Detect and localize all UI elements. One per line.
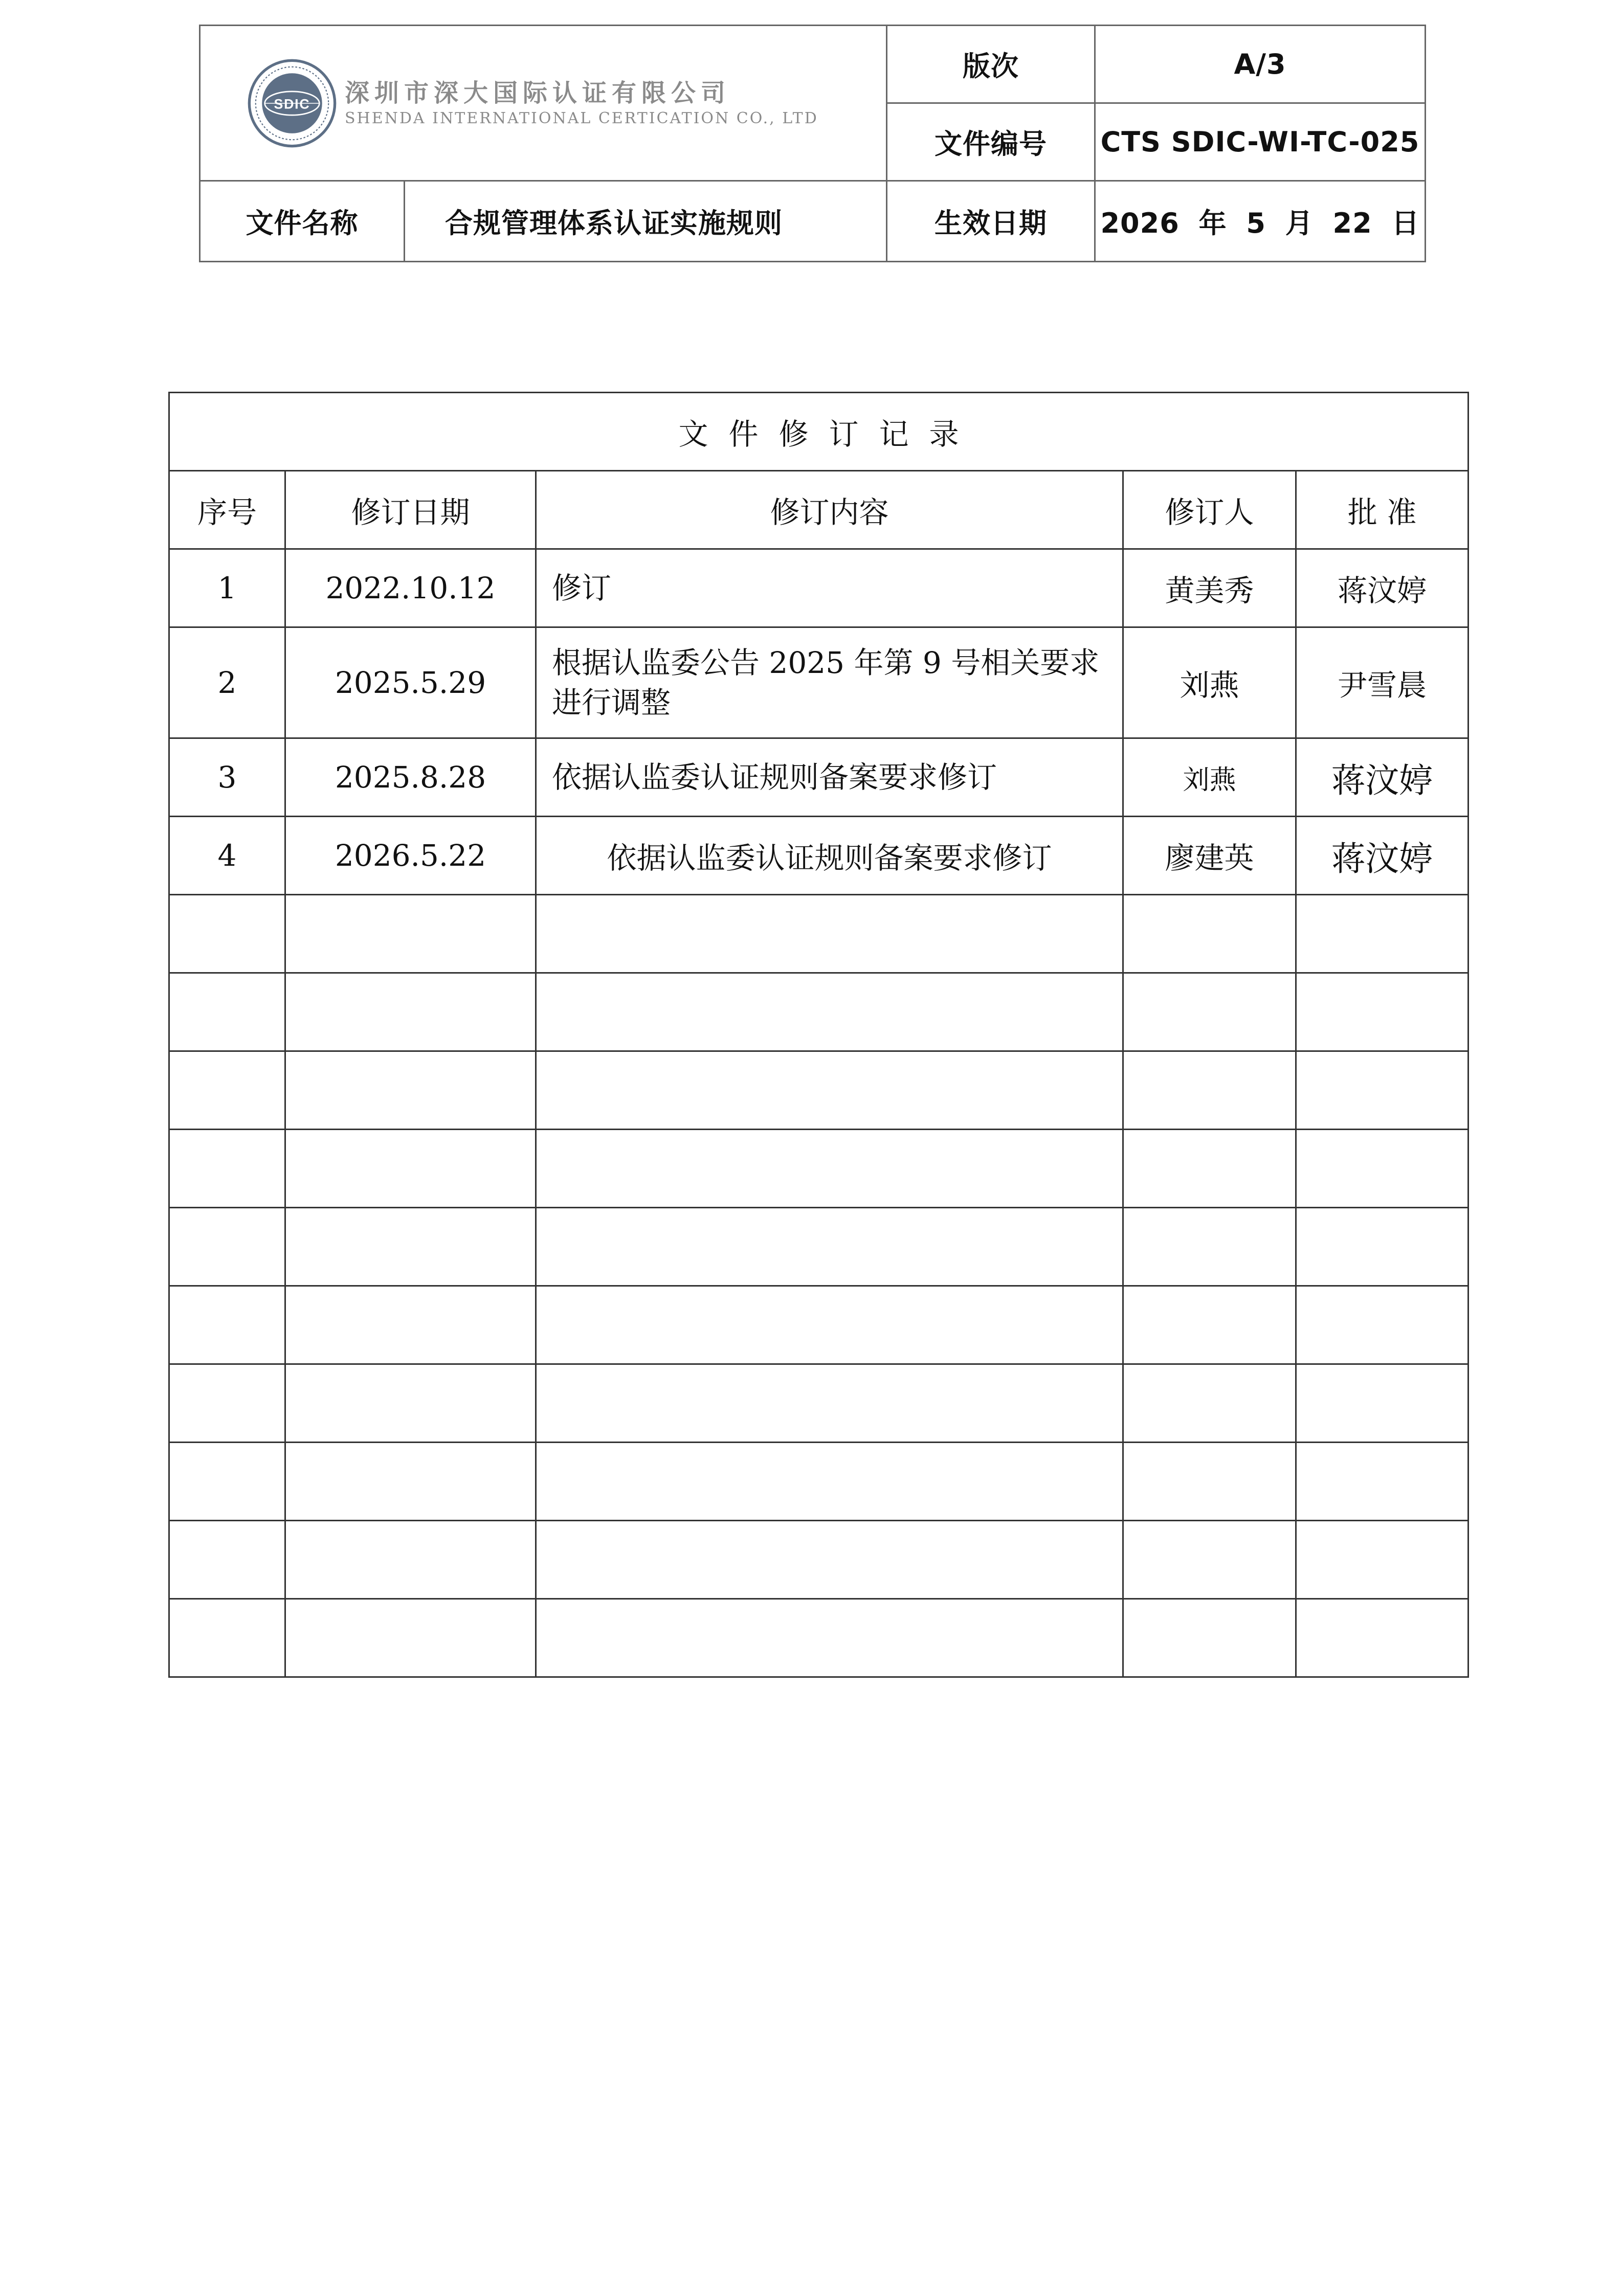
empty-cell bbox=[536, 1130, 1123, 1208]
row-no: 1 bbox=[169, 549, 285, 627]
col-header-date: 修订日期 bbox=[285, 471, 536, 549]
empty-cell bbox=[285, 1364, 536, 1443]
empty-cell bbox=[1123, 1521, 1296, 1599]
row-date: 2025.5.29 bbox=[285, 627, 536, 738]
col-header-content: 修订内容 bbox=[536, 471, 1123, 549]
row-no: 2 bbox=[169, 627, 285, 738]
table-row bbox=[169, 627, 1469, 738]
col-header-reviser: 修订人 bbox=[1123, 471, 1296, 549]
row-no: 3 bbox=[169, 738, 285, 817]
empty-cell bbox=[169, 1443, 285, 1521]
empty-cell bbox=[285, 1051, 536, 1130]
document-header bbox=[199, 25, 1426, 262]
empty-table-row bbox=[169, 1599, 1469, 1677]
version-value: A/3 bbox=[1095, 26, 1426, 103]
empty-table-row bbox=[169, 1443, 1469, 1521]
row-content: 根据认监委公告 2025 年第 9 号相关要求进行调整 bbox=[536, 627, 1123, 738]
table-row bbox=[169, 738, 1469, 817]
empty-cell bbox=[1123, 1051, 1296, 1130]
table-row bbox=[169, 817, 1469, 895]
empty-cell bbox=[285, 1599, 536, 1677]
empty-cell bbox=[169, 1051, 285, 1130]
empty-cell bbox=[1123, 1443, 1296, 1521]
doc-number-value: CTS SDIC-WI-TC-025 bbox=[1095, 103, 1426, 181]
empty-cell bbox=[169, 895, 285, 973]
row-content: 修订 bbox=[536, 549, 1123, 627]
empty-cell bbox=[285, 895, 536, 973]
doc-name-label: 文件名称 bbox=[200, 181, 405, 262]
empty-table-row bbox=[169, 973, 1469, 1051]
empty-cell bbox=[1296, 973, 1469, 1051]
version-label: 版次 bbox=[887, 26, 1095, 103]
empty-cell bbox=[169, 1130, 285, 1208]
empty-cell bbox=[1123, 1130, 1296, 1208]
company-name-cn: 深圳市深大国际认证有限公司 bbox=[345, 78, 731, 107]
empty-cell bbox=[1296, 1599, 1469, 1677]
empty-cell bbox=[1123, 973, 1296, 1051]
empty-cell bbox=[285, 973, 536, 1051]
row-approver: 尹雪晨 bbox=[1296, 627, 1469, 738]
revision-header-row bbox=[169, 471, 1469, 549]
company-logo bbox=[247, 58, 886, 149]
empty-table-row bbox=[169, 1208, 1469, 1286]
row-approver: 蒋汶婷 bbox=[1296, 549, 1469, 627]
row-approver: 蒋汶婷 bbox=[1296, 738, 1469, 817]
empty-cell bbox=[536, 973, 1123, 1051]
empty-cell bbox=[285, 1130, 536, 1208]
empty-cell bbox=[1123, 1286, 1296, 1364]
empty-cell bbox=[536, 1286, 1123, 1364]
col-header-no: 序号 bbox=[169, 471, 285, 549]
empty-table-row bbox=[169, 895, 1469, 973]
empty-cell bbox=[169, 973, 285, 1051]
empty-cell bbox=[1296, 1208, 1469, 1286]
company-logo-cell bbox=[200, 26, 887, 181]
row-approver: 蒋汶婷 bbox=[1296, 817, 1469, 895]
revision-record-title: 文件修订记录 bbox=[169, 393, 1469, 471]
row-reviser: 廖建英 bbox=[1123, 817, 1296, 895]
table-row bbox=[169, 549, 1469, 627]
row-reviser: 刘燕 bbox=[1123, 627, 1296, 738]
empty-cell bbox=[169, 1521, 285, 1599]
effective-date-value: 2026 年 5 月 22 日 bbox=[1095, 181, 1426, 262]
empty-cell bbox=[1123, 895, 1296, 973]
empty-cell bbox=[536, 1599, 1123, 1677]
empty-cell bbox=[536, 1364, 1123, 1443]
row-content: 依据认监委认证规则备案要求修订 bbox=[536, 817, 1123, 895]
empty-cell bbox=[536, 1521, 1123, 1599]
company-seal-icon bbox=[247, 58, 338, 149]
empty-table-row bbox=[169, 1521, 1469, 1599]
empty-cell bbox=[1296, 1364, 1469, 1443]
company-name-en: SHENDA INTERNATIONAL CERTICATION CO., LTD bbox=[345, 109, 818, 127]
empty-cell bbox=[169, 1599, 285, 1677]
empty-cell bbox=[1296, 1521, 1469, 1599]
empty-cell bbox=[1123, 1208, 1296, 1286]
empty-cell bbox=[285, 1443, 536, 1521]
empty-cell bbox=[169, 1208, 285, 1286]
revision-record-table bbox=[168, 392, 1469, 1678]
row-date: 2022.10.12 bbox=[285, 549, 536, 627]
row-content: 依据认监委认证规则备案要求修订 bbox=[536, 738, 1123, 817]
empty-cell bbox=[1123, 1364, 1296, 1443]
empty-cell bbox=[536, 1051, 1123, 1130]
empty-cell bbox=[285, 1521, 536, 1599]
seal-text: SDIC bbox=[274, 96, 310, 112]
row-reviser: 刘燕 bbox=[1123, 738, 1296, 817]
row-date: 2026.5.22 bbox=[285, 817, 536, 895]
empty-table-row bbox=[169, 1286, 1469, 1364]
empty-cell bbox=[1296, 1286, 1469, 1364]
empty-cell bbox=[169, 1364, 285, 1443]
empty-cell bbox=[1296, 895, 1469, 973]
doc-name-value: 合规管理体系认证实施规则 bbox=[405, 181, 887, 262]
empty-cell bbox=[1296, 1051, 1469, 1130]
row-date: 2025.8.28 bbox=[285, 738, 536, 817]
row-reviser: 黄美秀 bbox=[1123, 549, 1296, 627]
doc-number-label: 文件编号 bbox=[887, 103, 1095, 181]
empty-cell bbox=[169, 1286, 285, 1364]
empty-cell bbox=[1123, 1599, 1296, 1677]
empty-cell bbox=[1296, 1130, 1469, 1208]
col-header-approver: 批 准 bbox=[1296, 471, 1469, 549]
empty-cell bbox=[536, 895, 1123, 973]
effective-date-label: 生效日期 bbox=[887, 181, 1095, 262]
empty-table-row bbox=[169, 1130, 1469, 1208]
empty-cell bbox=[1296, 1443, 1469, 1521]
empty-table-row bbox=[169, 1051, 1469, 1130]
empty-cell bbox=[536, 1443, 1123, 1521]
empty-cell bbox=[285, 1286, 536, 1364]
row-no: 4 bbox=[169, 817, 285, 895]
empty-cell bbox=[285, 1208, 536, 1286]
empty-cell bbox=[536, 1208, 1123, 1286]
company-name-block bbox=[345, 78, 818, 129]
empty-table-row bbox=[169, 1364, 1469, 1443]
